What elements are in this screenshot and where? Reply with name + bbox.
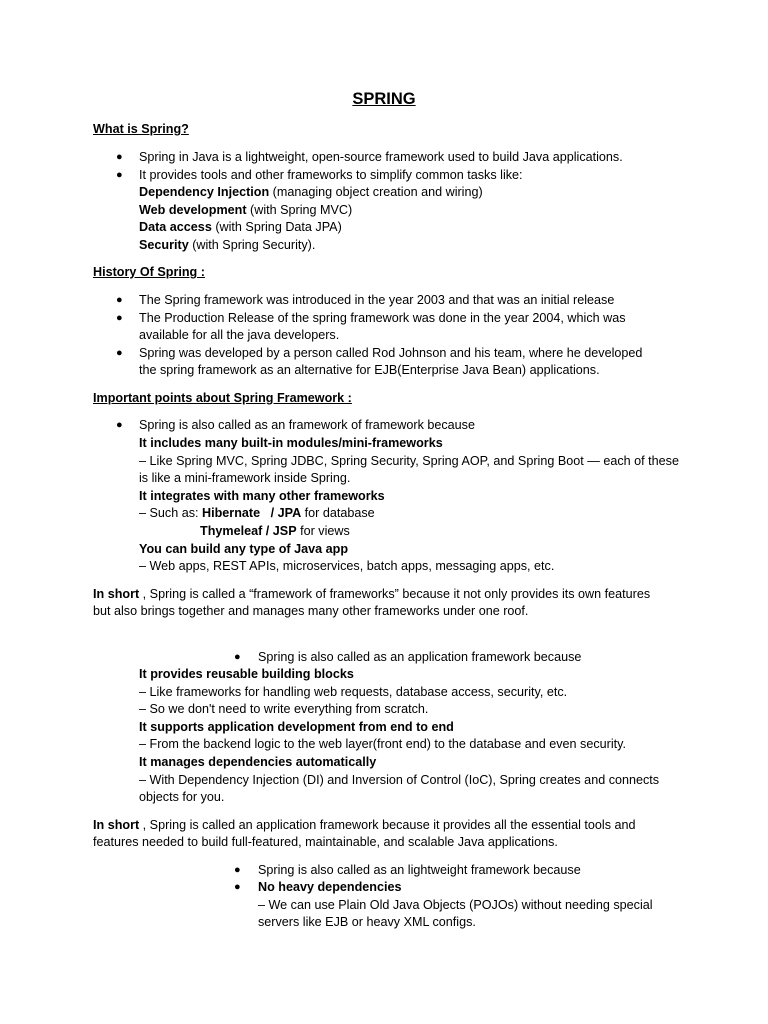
text-fragment: for views [296,524,350,538]
paragraph-line: – So we don't need to write everything from scratch. [139,702,429,716]
paragraph-line: – With Dependency Injection (DI) and Inversion of Control (IoC), Spring creates and connects [139,773,660,787]
section-heading-history: History Of Spring : [93,265,205,279]
task-desc: (with Spring Data JPA) [211,220,342,234]
task-desc: (with Spring MVC) [246,203,353,217]
page-title: SPRING [352,90,416,108]
point-title: No heavy dependencies [258,880,402,894]
paragraph-line: The Production Release of the spring framework was done in the year 2004, which was [139,311,626,325]
bullet-dot: ● [116,151,123,163]
paragraph-line: – From the backend logic to the web layer(front end) to the database and even security. [139,737,627,751]
paragraph-line: features needed to build full-featured, maintainable, and scalable Java applications. [93,835,558,849]
paragraph-line [93,817,636,835]
point-title: It supports application development from end to end [139,720,454,734]
paragraph-line: The Spring framework was introduced in the year 2003 and that was an initial release [139,293,615,307]
task-name: Security [139,238,189,252]
paragraph-line: Spring is also called as an application framework because [258,650,582,664]
paragraph-line: Spring in Java is a lightweight, open-source framework used to build Java applications. [139,150,623,164]
bullet-dot: ● [234,864,241,876]
task-item [139,184,483,202]
paragraph-line: It provides tools and other frameworks to simplify common tasks like: [139,168,523,182]
section-heading-important-points: Important points about Spring Framework : [93,391,352,405]
paragraph-line: the spring framework as an alternative for EJB(Enterprise Java Bean) applications. [139,363,600,377]
point-title: It includes many built-in modules/mini-frameworks [139,436,443,450]
paragraph-line: – Web apps, REST APIs, microservices, batch apps, messaging apps, etc. [139,559,555,573]
paragraph-line [93,586,650,604]
point-title: It manages dependencies automatically [139,755,377,769]
task-name: Dependency Injection [139,185,270,199]
paragraph-line: – Like frameworks for handling web requests, database access, security, etc. [139,685,568,699]
paragraph-line [139,505,375,523]
text-fragment: , Spring is called a “framework of frameworks” because it not only provides its own features [139,587,651,601]
point-title: It provides reusable building blocks [139,667,354,681]
text-fragment: – Such as: [139,506,203,520]
paragraph-line: objects for you. [139,790,225,804]
section-heading-what-is-spring: What is Spring? [93,122,189,136]
text-fragment-bold: Thymeleaf / JSP [200,524,297,538]
bullet-dot: ● [116,169,123,181]
paragraph-line: Spring is also called as an lightweight framework because [258,863,581,877]
in-short-label: In short [93,587,140,601]
point-title: It integrates with many other frameworks [139,489,385,503]
text-fragment: , Spring is called an application framework because it provides all the essential tools and [139,818,636,832]
text-fragment: for database [301,506,375,520]
paragraph-line: servers like EJB or heavy XML configs. [258,915,476,929]
task-item [139,219,342,237]
task-item [139,202,352,220]
in-short-label: In short [93,818,140,832]
paragraph-line: Spring is also called as an framework of framework because [139,418,475,432]
paragraph-line: Spring was developed by a person called Rod Johnson and his team, where he developed [139,346,643,360]
paragraph-line: is like a mini-framework inside Spring. [139,471,351,485]
paragraph-line: but also brings together and manages many other frameworks under one roof. [93,604,529,618]
paragraph-line: – We can use Plain Old Java Objects (POJOs) without needing special [258,898,653,912]
task-name: Data access [139,220,212,234]
bullet-dot: ● [116,347,123,359]
bullet-dot: ● [116,294,123,306]
task-desc: (managing object creation and wiring) [269,185,483,199]
task-name: Web development [139,203,247,217]
bullet-dot: ● [234,651,241,663]
task-item [139,237,315,255]
paragraph-line: – Like Spring MVC, Spring JDBC, Spring Security, Spring AOP, and Spring Boot — each of these [139,454,679,468]
bullet-dot: ● [234,881,241,893]
bullet-dot: ● [116,312,123,324]
paragraph-line [200,523,350,541]
bullet-dot: ● [116,419,123,431]
paragraph-line: available for all the java developers. [139,328,340,342]
task-desc: (with Spring Security). [188,238,316,252]
text-fragment-bold: Hibernate / JPA [202,506,302,520]
point-title: You can build any type of Java app [139,542,349,556]
